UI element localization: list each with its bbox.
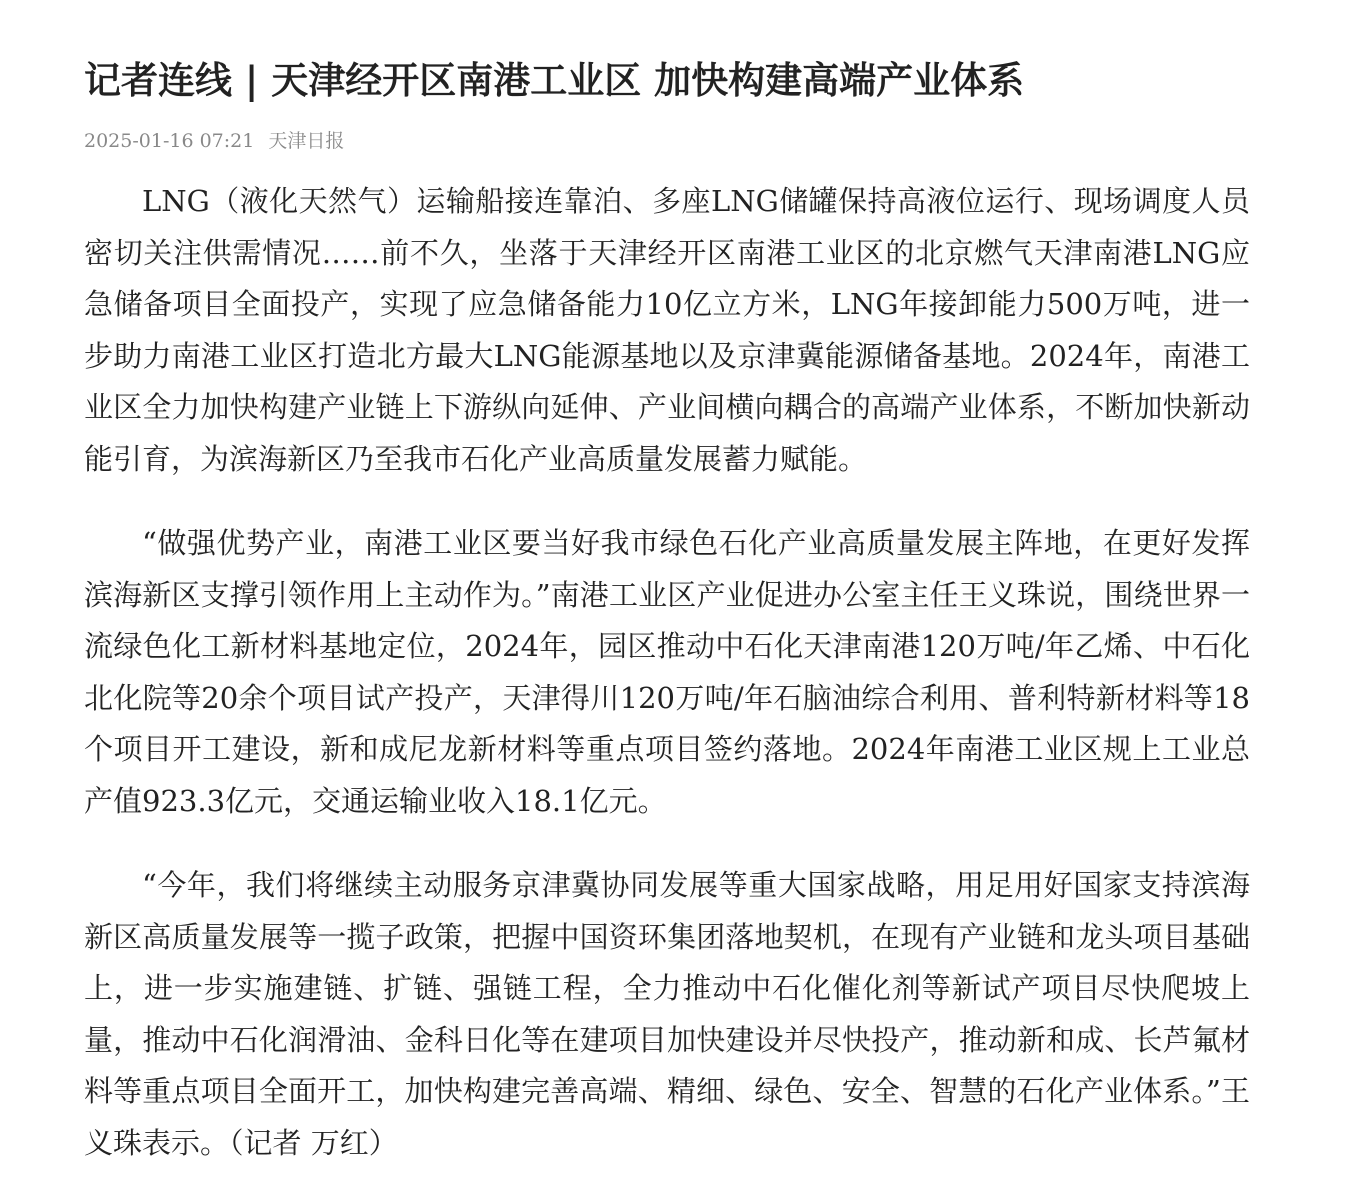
article-meta [84,128,1250,154]
publish-datetime: 2025-01-16 07:21 [84,130,255,152]
paragraph-2: “做强优势产业，南港工业区要当好我市绿色石化产业高质量发展主阵地，在更好发挥滨海新区支撑引领作用上主动作为。”南港工业区产业促进办公室主任王义珠说，围绕世界一流绿色化工新材料基地定位，2024年，园区推动中石化天津南港120万吨/年乙烯、中石化北化院等20余个项目试产投产，天津得川120万吨/年石脑油综合利用、普利特新材料等18个项目开工建设，新和成尼龙新材料等重点项目签约落地。2024年南港工业区规上工业总产值923.3亿元，交通运输业收入18.1亿元。 [84,526,1250,818]
paragraph-3: “今年，我们将继续主动服务京津冀协同发展等重大国家战略，用足用好国家支持滨海新区高质量发展等一揽子政策，把握中国资环集团落地契机，在现有产业链和龙头项目基础上，进一步实施建链、扩链、强链工程，全力推动中石化催化剂等新试产项目尽快爬坡上量，推动中石化润滑油、金科日化等在建项目加快建设并尽快投产，推动新和成、长芦氟材料等重点项目全面开工，加快构建完善高端、精细、绿色、安全、智慧的石化产业体系。”王义珠表示。（记者 万红） [84,868,1250,1160]
article-body [84,176,1250,1169]
paragraph-1: LNG（液化天然气）运输船接连靠泊、多座LNG储罐保持高液位运行、现场调度人员密切关注供需情况……前不久，坐落于天津经开区南港工业区的北京燃气天津南港LNG应急储备项目全面投产，实现了应急储备能力10亿立方米，LNG年接卸能力500万吨，进一步助力南港工业区打造北方最大LNG能源基地以及京津冀能源储备基地。2024年，南港工业区全力加快构建产业链上下游纵向延伸、产业间横向耦合的高端产业体系，不断加快新动能引育，为滨海新区乃至我市石化产业高质量发展蓄力赋能。 [84,184,1250,476]
article-title: 记者连线 | 天津经开区南港工业区 加快构建高端产业体系 [84,58,1025,102]
article [84,52,1250,1202]
article-source: 天津日报 [268,130,345,152]
